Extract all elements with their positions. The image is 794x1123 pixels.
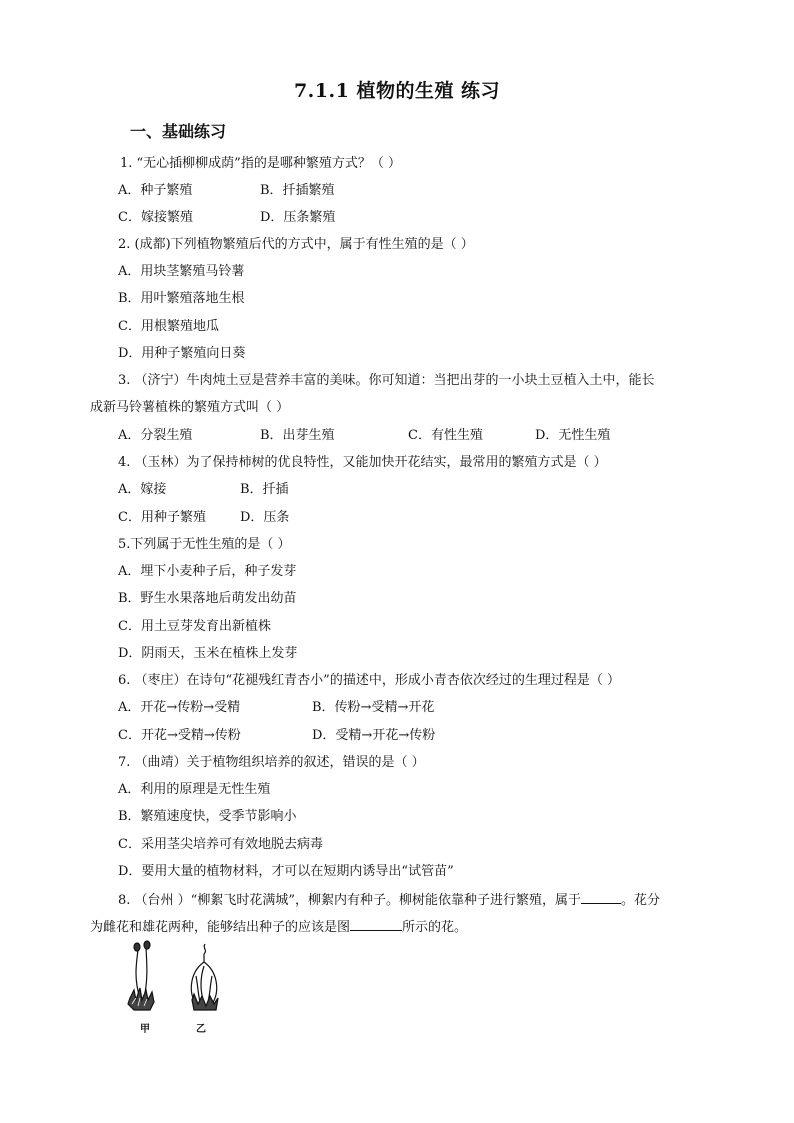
question-8-stem-part1: 8. （台州 ）“柳絮飞时花满城”，柳絮内有种子。柳树能依靠种子进行繁殖，属于 [118,893,581,908]
female-flower-drawing [191,944,218,1010]
question-8-stem-part2: 。花分 [620,893,660,908]
question-8-stem-line1 [118,890,660,910]
question-8-stem-part4: 所示的花。 [402,920,468,935]
question-2-option-d: D．用种子繁殖向日葵 [118,346,246,361]
question-2-option-c: C．用根繁殖地瓜 [118,319,219,334]
question-4-option-a: A．嫁接 [118,482,167,497]
figure-label-yi: 乙 [196,1024,206,1035]
question-5-option-a: A．埋下小麦种子后，种子发芽 [118,564,297,579]
question-4-option-d: D．压条 [240,510,290,525]
flower-figure [120,940,230,1035]
question-4-option-c: C．用种子繁殖 [118,510,206,525]
question-5-option-d: D．阴雨天，玉米在植株上发芽 [118,646,298,661]
male-flower-drawing [128,941,154,1010]
question-6-option-d: D．受精→开花→传粉 [312,728,436,743]
question-1-option-b: B．扦插繁殖 [260,183,335,198]
question-3-option-b: B．出芽生殖 [260,428,335,443]
question-3-option-a: A．分裂生殖 [118,428,193,443]
question-1-option-a: A．种子繁殖 [118,183,193,198]
question-3-stem-line1: 3. （济宁）牛肉炖土豆是营养丰富的美味。你可知道：当把出芽的一小块土豆植入土中，能长 [118,373,655,388]
question-1-option-c: C．嫁接繁殖 [118,210,193,225]
question-8-stem-part3: 为雌花和雄花两种，能够结出种子的应该是图 [90,920,351,935]
question-4-option-b: B．扦插 [240,482,289,497]
question-2-option-a: A．用块茎繁殖马铃薯 [118,264,245,279]
question-5-stem: 5.下列属于无性生殖的是（ ） [118,537,291,552]
question-6-option-a: A．开花→传粉→受精 [118,700,241,715]
question-6-stem: 6. （枣庄）在诗句“花褪残红青杏小”的描述中，形成小青杏依次经过的生理过程是（ ） [118,673,620,688]
question-2-stem: 2. (成都)下列植物繁殖后代的方式中，属于有性生殖的是（ ） [118,237,474,252]
flower-illustration [120,940,230,1020]
question-5-option-c: C．用土豆芽发育出新植株 [118,619,271,634]
question-4-stem: 4. （玉林）为了保持柿树的优良特性，又能加快开花结实，最常用的繁殖方式是（ ） [118,455,607,470]
question-7-option-b: B．繁殖速度快，受季节影响小 [118,809,297,824]
question-6-option-c: C．开花→受精→传粉 [118,728,241,743]
question-7-option-a: A．利用的原理是无性生殖 [118,782,271,797]
question-6-option-b: B．传粉→受精→开花 [312,700,435,715]
question-7-option-c: C．采用茎尖培养可有效地脱去病毒 [118,837,323,852]
question-7-stem: 7. （曲靖）关于植物组织培养的叙述，错误的是（ ） [118,755,425,770]
question-2-option-b: B．用叶繁殖落地生根 [118,291,245,306]
question-3-option-d: D．无性生殖 [535,428,611,443]
answer-blank-1[interactable] [581,890,621,904]
section-heading: 一、基础练习 [130,122,227,141]
question-1-option-d: D．压条繁殖 [260,210,336,225]
question-8-stem-line2 [90,917,467,937]
question-5-option-b: B．野生水果落地后萌发出幼苗 [118,591,297,606]
question-7-option-d: D．要用大量的植物材料，才可以在短期内诱导出“试管苗” [118,864,454,879]
page-title: 7.1.1 植物的生殖 练习 [293,80,501,102]
question-1-stem: 1. “无心插柳柳成荫”指的是哪种繁殖方式？（ ） [120,156,401,171]
figure-label-jia: 甲 [140,1024,150,1035]
question-3-stem-line2: 成新马铃薯植株的繁殖方式叫（ ） [90,400,290,415]
question-3-option-c: C．有性生殖 [408,428,483,443]
answer-blank-2[interactable] [350,917,402,931]
